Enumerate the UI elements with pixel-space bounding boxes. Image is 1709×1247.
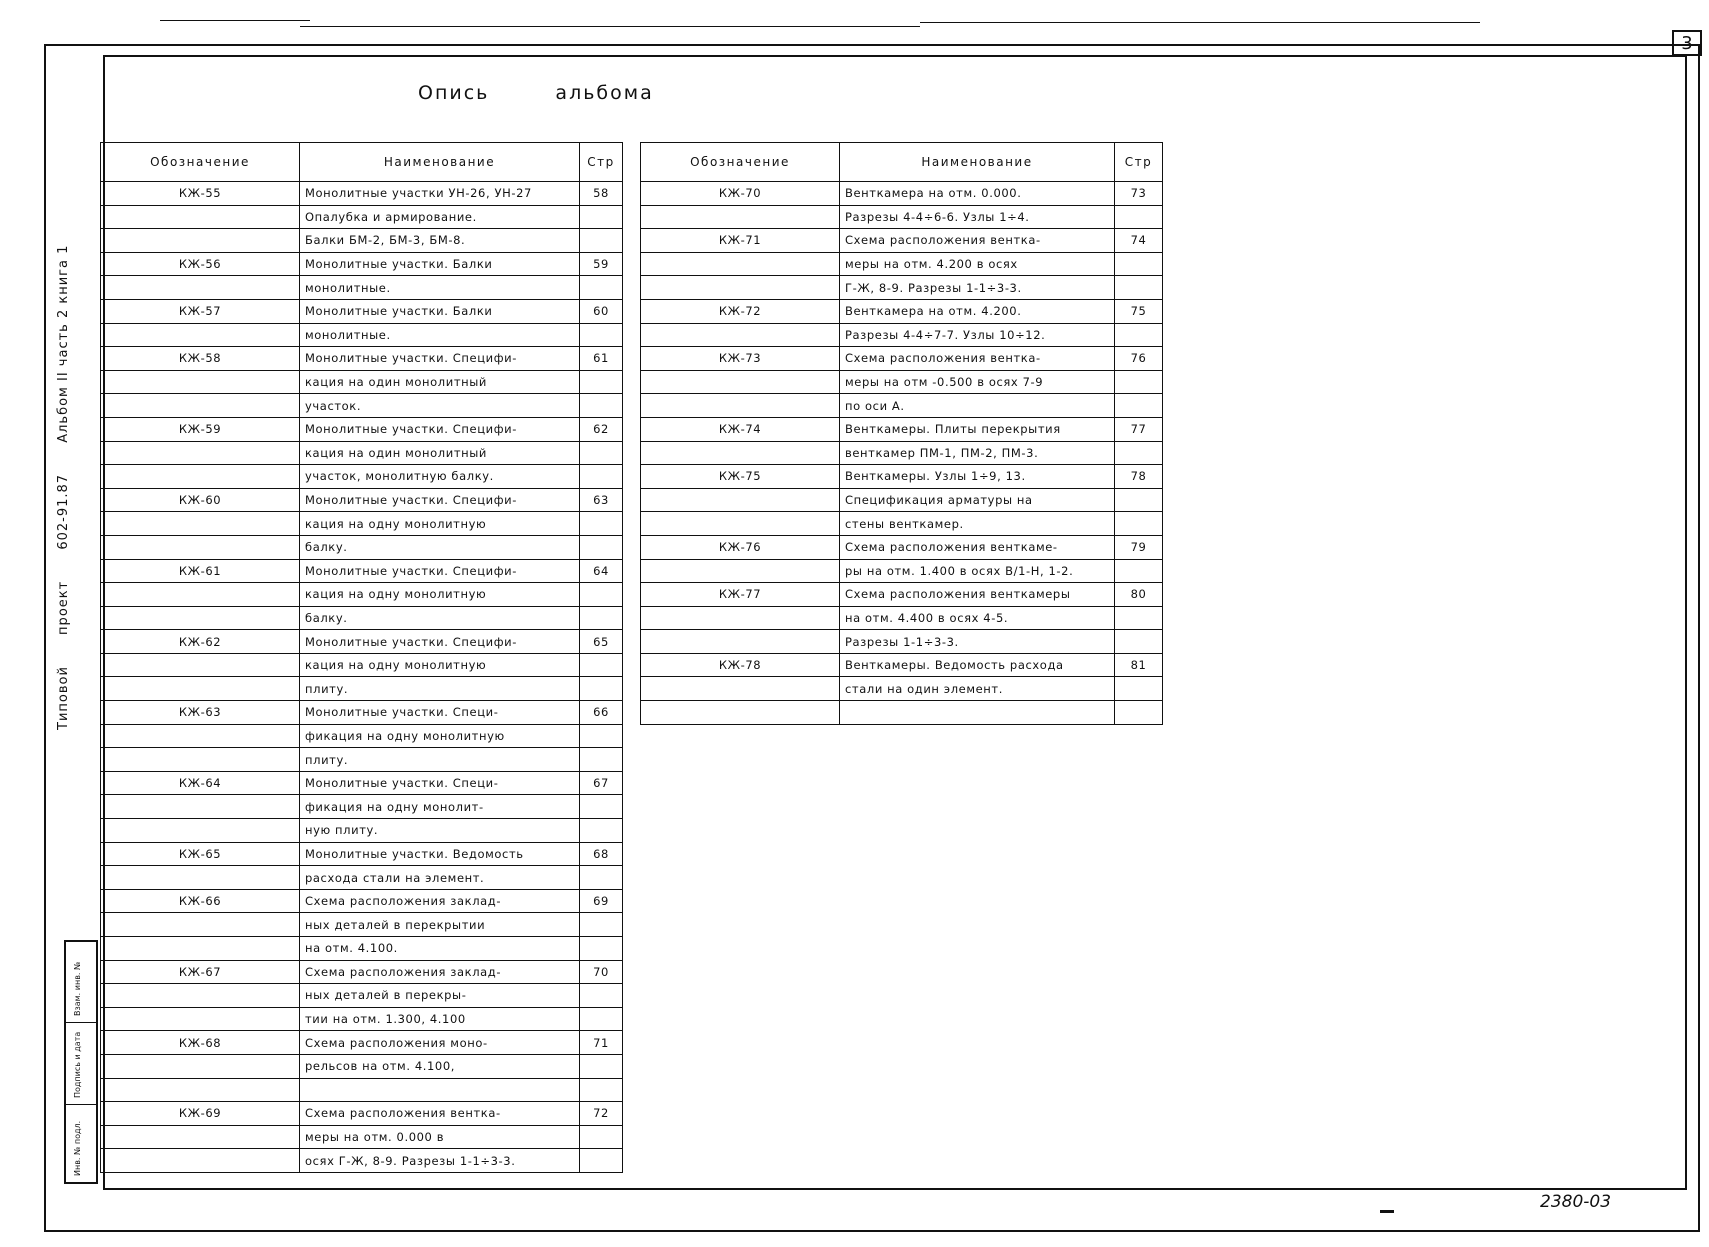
row-code: КЖ-68: [101, 1031, 300, 1055]
row-name: Монолитные участки. Специфи-: [300, 347, 580, 371]
row-code: [101, 724, 300, 748]
scan-stroke: [160, 20, 310, 21]
row-page: 68: [580, 842, 623, 866]
row-name: стали на один элемент.: [840, 677, 1115, 701]
row-name: меры на отм. 0.000 в: [300, 1125, 580, 1149]
row-name: Схема расположения венткаме-: [840, 535, 1115, 559]
table-row: [101, 701, 623, 725]
row-page: [580, 1007, 623, 1031]
row-name: Венткамеры. Плиты перекрытия: [840, 417, 1115, 441]
table-row: [101, 1078, 623, 1102]
row-code: КЖ-73: [641, 347, 840, 371]
row-name: Схема расположения вентка-: [840, 229, 1115, 253]
row-name: Разрезы 4-4÷6-6. Узлы 1÷4.: [840, 205, 1115, 229]
scan-stroke: [920, 22, 1480, 23]
row-name: расхода стали на элемент.: [300, 866, 580, 890]
row-code: [101, 913, 300, 937]
row-page: 60: [580, 299, 623, 323]
row-name: на отм. 4.400 в осях 4-5.: [840, 606, 1115, 630]
title-word-2: альбома: [555, 82, 654, 104]
row-code: [101, 535, 300, 559]
row-code: КЖ-57: [101, 299, 300, 323]
stamp-label: Инв. № подл.: [73, 1120, 82, 1176]
row-page: [580, 229, 623, 253]
table-row: [101, 488, 623, 512]
row-code: [641, 252, 840, 276]
row-name: Монолитные участки. Специфи-: [300, 559, 580, 583]
table-row: [101, 535, 623, 559]
header-name: Наименование: [300, 143, 580, 182]
row-code: [101, 748, 300, 772]
table-row: [101, 465, 623, 489]
row-name: монолитные.: [300, 323, 580, 347]
row-page: 79: [1115, 535, 1163, 559]
table-row: [641, 252, 1163, 276]
scan-stroke: [300, 26, 920, 27]
stamp-cell: [66, 1022, 96, 1105]
row-page: 70: [580, 960, 623, 984]
row-name: меры на отм -0.500 в осях 7-9: [840, 370, 1115, 394]
row-code: [101, 1149, 300, 1173]
row-code: [641, 701, 840, 725]
row-name: Схема расположения заклад-: [300, 960, 580, 984]
row-page: 74: [1115, 229, 1163, 253]
row-code: [641, 606, 840, 630]
row-name: Разрезы 4-4÷7-7. Узлы 10÷12.: [840, 323, 1115, 347]
table-row: [101, 748, 623, 772]
row-name: фикация на одну монолитную: [300, 724, 580, 748]
row-page: 63: [580, 488, 623, 512]
row-code: [101, 441, 300, 465]
header-name: Наименование: [840, 143, 1115, 182]
row-name: венткамер ПМ-1, ПМ-2, ПМ-3.: [840, 441, 1115, 465]
table-row: [101, 913, 623, 937]
row-page: [580, 748, 623, 772]
table-header-row: [641, 143, 1163, 182]
row-page: 61: [580, 347, 623, 371]
table-row: [101, 559, 623, 583]
row-code: [641, 323, 840, 347]
register-table-right: [640, 142, 1163, 725]
table-row: [101, 960, 623, 984]
row-page: [580, 394, 623, 418]
row-page: 78: [1115, 465, 1163, 489]
table-row: [101, 937, 623, 961]
table-row: [101, 1102, 623, 1126]
table-row: [641, 677, 1163, 701]
table-row: [641, 559, 1163, 583]
row-name: ных деталей в перекрытии: [300, 913, 580, 937]
row-page: [1115, 559, 1163, 583]
row-page: [580, 205, 623, 229]
row-name: Венткамера на отм. 4.200.: [840, 299, 1115, 323]
row-name: кация на одну монолитную: [300, 653, 580, 677]
row-name: Монолитные участки УН-26, УН-27: [300, 182, 580, 206]
table-row: [641, 630, 1163, 654]
row-code: КЖ-56: [101, 252, 300, 276]
row-name: Балки БМ-2, БМ-3, БМ-8.: [300, 229, 580, 253]
row-code: [641, 441, 840, 465]
row-page: [1115, 252, 1163, 276]
row-name: рельсов на отм. 4.100,: [300, 1054, 580, 1078]
row-name: кация на одну монолитную: [300, 583, 580, 607]
row-code: КЖ-70: [641, 182, 840, 206]
row-name: балку.: [300, 535, 580, 559]
row-page: [580, 913, 623, 937]
stamp-label: Подпись и дата: [73, 1031, 82, 1098]
table-row: [101, 229, 623, 253]
row-code: [641, 630, 840, 654]
row-page: [1115, 606, 1163, 630]
row-name: меры на отм. 4.200 в осях: [840, 252, 1115, 276]
table-row: [101, 323, 623, 347]
header-code: Обозначение: [101, 143, 300, 182]
row-page: [580, 937, 623, 961]
table-row: [101, 252, 623, 276]
row-page: 76: [1115, 347, 1163, 371]
row-code: КЖ-71: [641, 229, 840, 253]
row-page: [580, 1125, 623, 1149]
table-row: [101, 512, 623, 536]
row-page: [580, 583, 623, 607]
table-row: [101, 984, 623, 1008]
table-row: [101, 394, 623, 418]
row-name: кация на один монолитный: [300, 370, 580, 394]
row-code: КЖ-74: [641, 417, 840, 441]
row-name: монолитные.: [300, 276, 580, 300]
table-row: [641, 583, 1163, 607]
row-page: [580, 795, 623, 819]
row-name: ры на отм. 1.400 в осях В/1-Н, 1-2.: [840, 559, 1115, 583]
row-page: 81: [1115, 653, 1163, 677]
row-code: [641, 488, 840, 512]
table-row: [641, 606, 1163, 630]
row-page: [1115, 276, 1163, 300]
row-name: Схема расположения заклад-: [300, 889, 580, 913]
row-code: [641, 394, 840, 418]
row-code: [101, 465, 300, 489]
row-code: КЖ-65: [101, 842, 300, 866]
row-code: [101, 819, 300, 843]
row-code: [101, 653, 300, 677]
table-row: [101, 866, 623, 890]
row-name: Монолитные участки. Специ-: [300, 771, 580, 795]
side-label-part-4: Альбом II часть 2 книга 1: [56, 244, 71, 443]
row-name: Схема расположения венткамеры: [840, 583, 1115, 607]
row-page: [580, 677, 623, 701]
side-project-label: [52, 110, 76, 730]
row-code: [641, 205, 840, 229]
row-code: КЖ-64: [101, 771, 300, 795]
row-page: 59: [580, 252, 623, 276]
row-page: [580, 512, 623, 536]
row-code: [101, 512, 300, 536]
table-row: [101, 583, 623, 607]
table-row: [101, 724, 623, 748]
row-page: [580, 441, 623, 465]
title-word-1: Опись: [418, 82, 490, 104]
row-page: [580, 606, 623, 630]
table-row: [641, 323, 1163, 347]
table-row: [101, 182, 623, 206]
row-code: КЖ-61: [101, 559, 300, 583]
side-label-part-2: проект: [56, 580, 71, 635]
row-name: осях Г-Ж, 8-9. Разрезы 1-1÷3-3.: [300, 1149, 580, 1173]
row-name: участок, монолитную балку.: [300, 465, 580, 489]
row-page: [580, 653, 623, 677]
row-name: Схема расположения вентка-: [840, 347, 1115, 371]
row-name: Схема расположения моно-: [300, 1031, 580, 1055]
row-name: кация на одну монолитную: [300, 512, 580, 536]
row-code: КЖ-66: [101, 889, 300, 913]
row-code: [101, 1007, 300, 1031]
row-page: [580, 984, 623, 1008]
row-page: [580, 866, 623, 890]
row-page: 65: [580, 630, 623, 654]
table-row: [101, 1031, 623, 1055]
row-page: [1115, 488, 1163, 512]
row-name: Опалубка и армирование.: [300, 205, 580, 229]
row-page: [580, 819, 623, 843]
row-code: [101, 323, 300, 347]
table-row: [101, 842, 623, 866]
row-code: [101, 394, 300, 418]
row-code: КЖ-55: [101, 182, 300, 206]
row-page: [580, 1078, 623, 1102]
row-page: [580, 465, 623, 489]
row-name: Монолитные участки. Специ-: [300, 701, 580, 725]
row-name: [300, 1078, 580, 1102]
row-name: Монолитные участки. Специфи-: [300, 417, 580, 441]
row-name: ных деталей в перекры-: [300, 984, 580, 1008]
row-code: КЖ-77: [641, 583, 840, 607]
row-page: 69: [580, 889, 623, 913]
header-page: Стр: [1115, 143, 1163, 182]
row-code: [101, 583, 300, 607]
row-name: Монолитные участки. Ведомость: [300, 842, 580, 866]
table-row: [101, 606, 623, 630]
row-page: 75: [1115, 299, 1163, 323]
row-page: 66: [580, 701, 623, 725]
table-row: [101, 441, 623, 465]
row-code: КЖ-67: [101, 960, 300, 984]
row-code: [641, 370, 840, 394]
row-name: Схема расположения вентка-: [300, 1102, 580, 1126]
row-code: [641, 677, 840, 701]
row-code: [101, 677, 300, 701]
table-row: [101, 653, 623, 677]
row-code: [101, 1054, 300, 1078]
side-label-part-3: 602-91.87: [56, 473, 71, 550]
row-page: 67: [580, 771, 623, 795]
row-code: [101, 370, 300, 394]
row-name: Монолитные участки. Специфи-: [300, 488, 580, 512]
row-name: по оси А.: [840, 394, 1115, 418]
table-row: [641, 488, 1163, 512]
row-name: Монолитные участки. Балки: [300, 252, 580, 276]
row-code: [101, 276, 300, 300]
row-name: кация на один монолитный: [300, 441, 580, 465]
row-code: [101, 205, 300, 229]
table-row: [101, 1007, 623, 1031]
document-number: 2380-03: [1540, 1192, 1612, 1212]
row-code: [101, 606, 300, 630]
table-row: [101, 1054, 623, 1078]
table-row: [641, 205, 1163, 229]
table-row: [641, 441, 1163, 465]
table-row: [641, 653, 1163, 677]
table-row: [101, 771, 623, 795]
table-row: [641, 701, 1163, 725]
row-code: [101, 866, 300, 890]
side-label-part-1: Типовой: [56, 666, 71, 730]
row-code: КЖ-59: [101, 417, 300, 441]
table-row: [101, 795, 623, 819]
table-row: [641, 512, 1163, 536]
row-name: [840, 701, 1115, 725]
stamp-cell: [66, 1104, 96, 1182]
row-page: [1115, 323, 1163, 347]
table-row: [101, 205, 623, 229]
table-row: [641, 535, 1163, 559]
row-page: [1115, 512, 1163, 536]
row-page: [1115, 394, 1163, 418]
row-code: [641, 512, 840, 536]
row-name: ную плиту.: [300, 819, 580, 843]
row-code: [101, 1125, 300, 1149]
row-name: плиту.: [300, 748, 580, 772]
table-row: [101, 370, 623, 394]
table-row: [101, 1149, 623, 1173]
header-page: Стр: [580, 143, 623, 182]
table-row: [101, 630, 623, 654]
row-page: 64: [580, 559, 623, 583]
row-name: участок.: [300, 394, 580, 418]
row-name: Г-Ж, 8-9. Разрезы 1-1÷3-3.: [840, 276, 1115, 300]
row-name: Венткамеры. Узлы 1÷9, 13.: [840, 465, 1115, 489]
row-code: КЖ-78: [641, 653, 840, 677]
table-row: [101, 299, 623, 323]
row-page: [1115, 441, 1163, 465]
row-name: Разрезы 1-1÷3-3.: [840, 630, 1115, 654]
row-name: Монолитные участки. Специфи-: [300, 630, 580, 654]
table-row: [641, 347, 1163, 371]
row-page: [580, 323, 623, 347]
row-name: Венткамеры. Ведомость расхода: [840, 653, 1115, 677]
table-row: [641, 394, 1163, 418]
row-page: 73: [1115, 182, 1163, 206]
table-row: [641, 417, 1163, 441]
row-code: [641, 559, 840, 583]
stamp-cell: [66, 942, 96, 1023]
row-page: [580, 535, 623, 559]
table-row: [641, 229, 1163, 253]
row-name: Венткамера на отм. 0.000.: [840, 182, 1115, 206]
row-code: КЖ-76: [641, 535, 840, 559]
row-page: 71: [580, 1031, 623, 1055]
row-code: [101, 984, 300, 1008]
table-row: [101, 819, 623, 843]
row-page: 62: [580, 417, 623, 441]
row-page: [580, 276, 623, 300]
row-name: Монолитные участки. Балки: [300, 299, 580, 323]
row-page: 80: [1115, 583, 1163, 607]
row-page: 77: [1115, 417, 1163, 441]
row-page: [1115, 370, 1163, 394]
page-title: [418, 82, 654, 104]
row-page: 58: [580, 182, 623, 206]
row-code: КЖ-62: [101, 630, 300, 654]
row-page: [1115, 701, 1163, 725]
row-name: фикация на одну монолит-: [300, 795, 580, 819]
row-code: КЖ-69: [101, 1102, 300, 1126]
scan-stroke: [1380, 1210, 1394, 1213]
table-row: [101, 276, 623, 300]
register-table-left: [100, 142, 623, 1173]
row-page: [580, 370, 623, 394]
row-code: [101, 795, 300, 819]
table-row: [641, 370, 1163, 394]
row-code: [101, 937, 300, 961]
row-name: стены венткамер.: [840, 512, 1115, 536]
table-row: [641, 182, 1163, 206]
table-row: [101, 417, 623, 441]
row-name: на отм. 4.100.: [300, 937, 580, 961]
row-page: [1115, 630, 1163, 654]
row-name: балку.: [300, 606, 580, 630]
row-code: КЖ-72: [641, 299, 840, 323]
table-row: [101, 347, 623, 371]
table-row: [641, 465, 1163, 489]
sheet-number: 3: [1672, 30, 1702, 56]
row-code: [101, 1078, 300, 1102]
row-page: [580, 724, 623, 748]
approval-stamp: [64, 940, 98, 1184]
row-code: КЖ-75: [641, 465, 840, 489]
row-page: [1115, 677, 1163, 701]
row-name: тии на отм. 1.300, 4.100: [300, 1007, 580, 1031]
table-row: [101, 889, 623, 913]
row-code: [641, 276, 840, 300]
table-row: [641, 299, 1163, 323]
stamp-label: Взам. инв. №: [73, 961, 82, 1016]
table-header-row: [101, 143, 623, 182]
row-page: [580, 1149, 623, 1173]
table-row: [101, 1125, 623, 1149]
table-row: [641, 276, 1163, 300]
table-row: [101, 677, 623, 701]
header-code: Обозначение: [641, 143, 840, 182]
row-code: [101, 229, 300, 253]
row-code: КЖ-58: [101, 347, 300, 371]
row-name: Спецификация арматуры на: [840, 488, 1115, 512]
row-page: [580, 1054, 623, 1078]
row-code: КЖ-60: [101, 488, 300, 512]
row-code: КЖ-63: [101, 701, 300, 725]
row-page: 72: [580, 1102, 623, 1126]
row-page: [1115, 205, 1163, 229]
row-name: плиту.: [300, 677, 580, 701]
